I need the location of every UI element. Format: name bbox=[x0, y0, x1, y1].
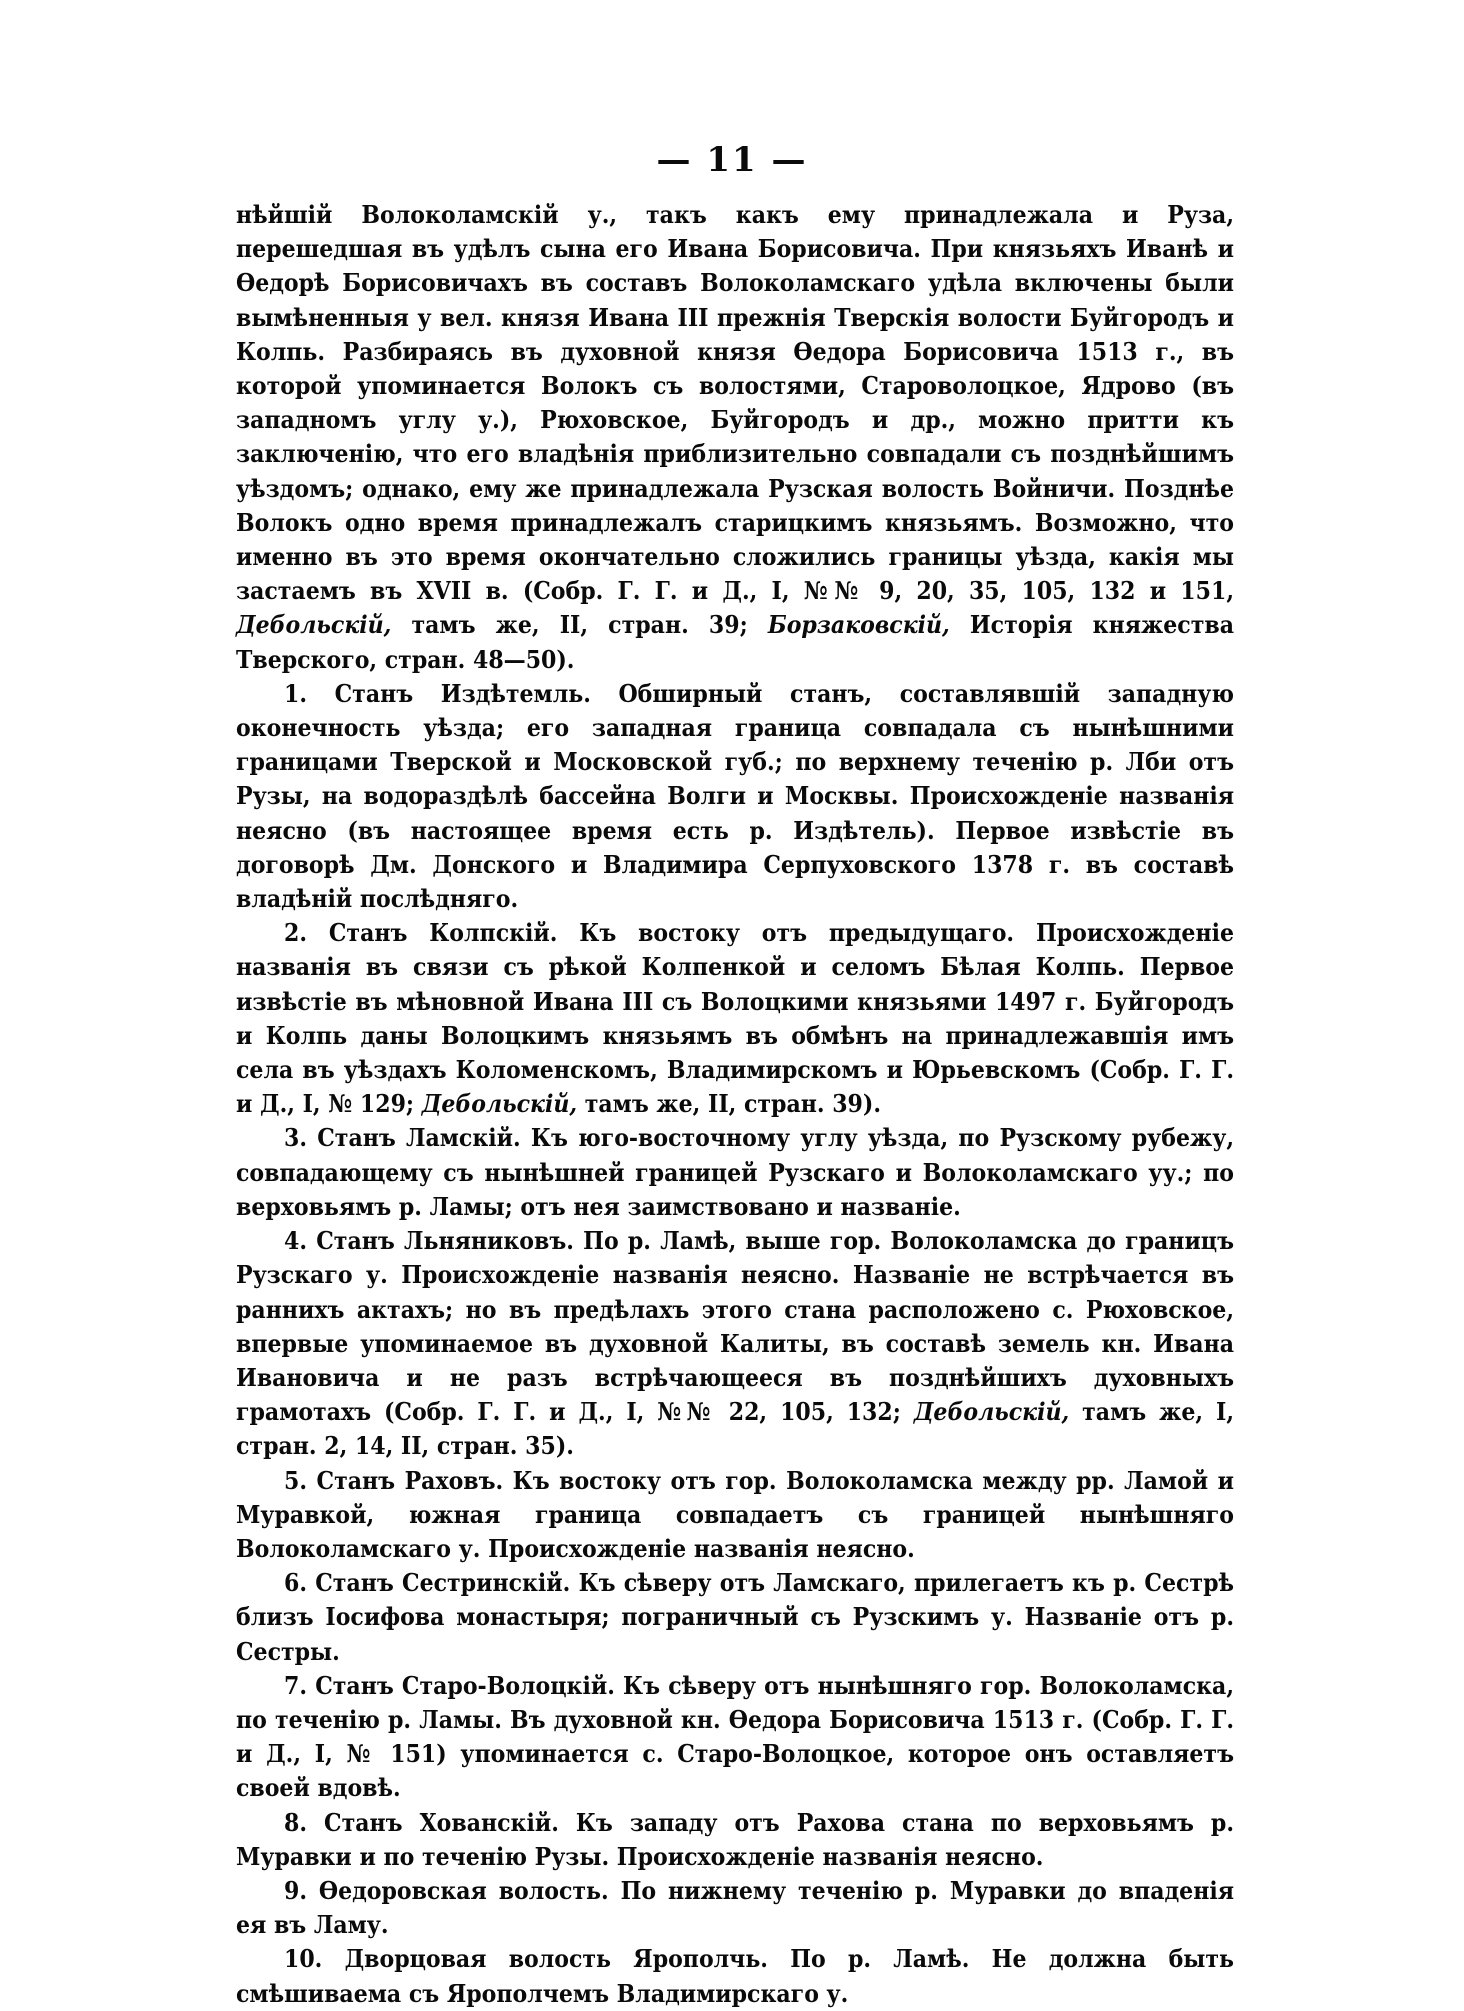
paragraph-stan-7 bbox=[236, 1669, 1234, 1806]
text-run: 6. Станъ Сестринскій. Къ сѣверу отъ Ламскаго, прилегаетъ къ р. Сестрѣ близъ Іосифова монастыря; пограничный съ Рузскимъ у. Названіе отъ р. Сестры. bbox=[236, 1568, 1234, 1666]
text-run: 1. Станъ Издѣтемль. Обширный станъ, составлявшій западную оконечность уѣзда; его западная граница совпадала съ нынѣшними границами Тверской и Московской губ.; по верхнему теченію р. Лби отъ Рузы, на водораздѣлѣ бассейна Волги и Москвы. Происхожденіе названія неясно (въ настоящее время есть р. Издѣтель). Первое извѣстіе въ договорѣ Дм. Донского и Владимира Серпуховского 1378 г. въ составѣ владѣній послѣдняго. bbox=[236, 678, 1234, 914]
text-run: Исторія княжества Тверского, стран. 48—50). bbox=[236, 610, 1234, 674]
author-name: Дебольскій, bbox=[236, 610, 392, 640]
author-name: Борзаковскій, bbox=[767, 610, 950, 640]
paragraph-stan-2 bbox=[236, 916, 1234, 1121]
text-run: тамъ же, I, стран. 2, 14, II, стран. 35). bbox=[236, 1397, 1234, 1461]
text-run: 4. Станъ Льняниковъ. По р. Ламѣ, выше гор. Волоколамска до границъ Рузскаго у. Происхожденіе названія неясно. Названіе не встрѣчается въ раннихъ актахъ; но въ предѣлахъ этого стана расположено с. Рюховское, впервые упоминаемое въ духовной Калиты, въ составѣ земель кн. Ивана Ивановича и не разъ встрѣчающееся въ позднѣйшихъ духовныхъ грамотахъ (Собр. Г. Г. и Д., I, №№ 22, 105, 132; bbox=[236, 1226, 1234, 1427]
paragraph-stan-4 bbox=[236, 1224, 1234, 1463]
body-text bbox=[236, 198, 1234, 2011]
page-number: — 11 — bbox=[656, 140, 808, 180]
text-run: 10. Дворцовая волость Ярополчь. По р. Ламѣ. Не должна быть смѣшиваема съ Ярополчемъ Владимирскаго у. bbox=[236, 1944, 1234, 2008]
paragraph-stan-8 bbox=[236, 1806, 1234, 1874]
paragraph-stan-5 bbox=[236, 1464, 1234, 1567]
text-run: 2. Станъ Колпскій. Къ востоку отъ предыдущаго. Происхожденіе названія въ связи съ рѣкой Колпенкой и селомъ Бѣлая Колпь. Первое извѣстіе въ мѣновной Ивана III съ Волоцкими князьями 1497 г. Буйгородъ и Колпь даны Волоцкимъ князьямъ въ обмѣнъ на принадлежавшія имъ села въ уѣздахъ Коломенскомъ, Владимирскомъ и Юрьевскомъ (Собр. Г. Г. и Д., I, № 129; bbox=[236, 918, 1234, 1119]
paragraph-stan-1 bbox=[236, 677, 1234, 916]
paragraph bbox=[236, 198, 1234, 677]
text-run: тамъ же, II, стран. 39). bbox=[577, 1089, 881, 1119]
author-name: Дебольскій, bbox=[913, 1397, 1070, 1427]
text-run: 7. Станъ Старо-Волоцкій. Къ сѣверу отъ нынѣшняго гор. Волоколамска, по теченію р. Ламы. Въ духовной кн. Ѳедора Борисовича 1513 г. (Собр. Г. Г. и Д., I, № 151) упоминается с. Старо-Волоцкое, которое онъ оставляетъ своей вдовѣ. bbox=[236, 1670, 1234, 1803]
paragraph-stan-3 bbox=[236, 1121, 1234, 1224]
author-name: Дебольскій, bbox=[421, 1089, 578, 1119]
paragraph-stan-6 bbox=[236, 1566, 1234, 1669]
paragraph-volost-10 bbox=[236, 1942, 1234, 2010]
text-run: 3. Станъ Ламскій. Къ юго-восточному углу уѣзда, по Рузскому рубежу, совпадающему съ нынѣшней границей Рузскаго и Волоколамскаго уу.; по верховьямъ р. Ламы; отъ нея заимствовано и названіе. bbox=[236, 1123, 1234, 1221]
text-run: нѣйшій Волоколамскій у., такъ какъ ему принадлежала и Руза, перешедшая въ удѣлъ сына его Ивана Борисовича. При князьяхъ Иванѣ и Ѳедорѣ Борисовичахъ въ составъ Волоколамскаго удѣла включены были вымѣненныя у вел. князя Ивана III прежнія Тверскія волости Буйгородъ и Колпь. Разбираясь въ духовной князя Ѳедора Борисовича 1513 г., въ которой упоминается Волокъ съ волостями, Староволоцкое, Ядрово (въ западномъ углу у.), Рюховское, Буйгородъ и др., можно притти къ заключенію, что его владѣнія приблизительно совпадали съ позднѣйшимъ уѣздомъ; однако, ему же принадлежала Рузская волость Войничи. Позднѣе Волокъ одно время принадлежалъ старицкимъ князьямъ. Возможно, что именно въ это время окончательно сложились границы уѣзда, какія мы застаемъ въ XVII в. (Собр. Г. Г. и Д., I, №№ 9, 20, 35, 105, 132 и 151, bbox=[236, 200, 1234, 606]
text-run: 5. Станъ Раховъ. Къ востоку отъ гор. Волоколамска между рр. Ламой и Муравкой, южная граница совпадаетъ съ границей нынѣшняго Волоколамскаго у. Происхожденіе названія неясно. bbox=[236, 1465, 1234, 1563]
text-run: 9. Ѳедоровская волость. По нижнему теченію р. Муравки до впаденія ея въ Ламу. bbox=[236, 1875, 1234, 1940]
text-run: тамъ же, II, стран. 39; bbox=[391, 610, 768, 640]
paragraph-volost-9 bbox=[236, 1874, 1234, 1942]
text-run: 8. Станъ Хованскій. Къ западу отъ Рахова стана по верховьямъ р. Муравки и по теченію Рузы. Происхожденіе названія неясно. bbox=[236, 1807, 1234, 1871]
